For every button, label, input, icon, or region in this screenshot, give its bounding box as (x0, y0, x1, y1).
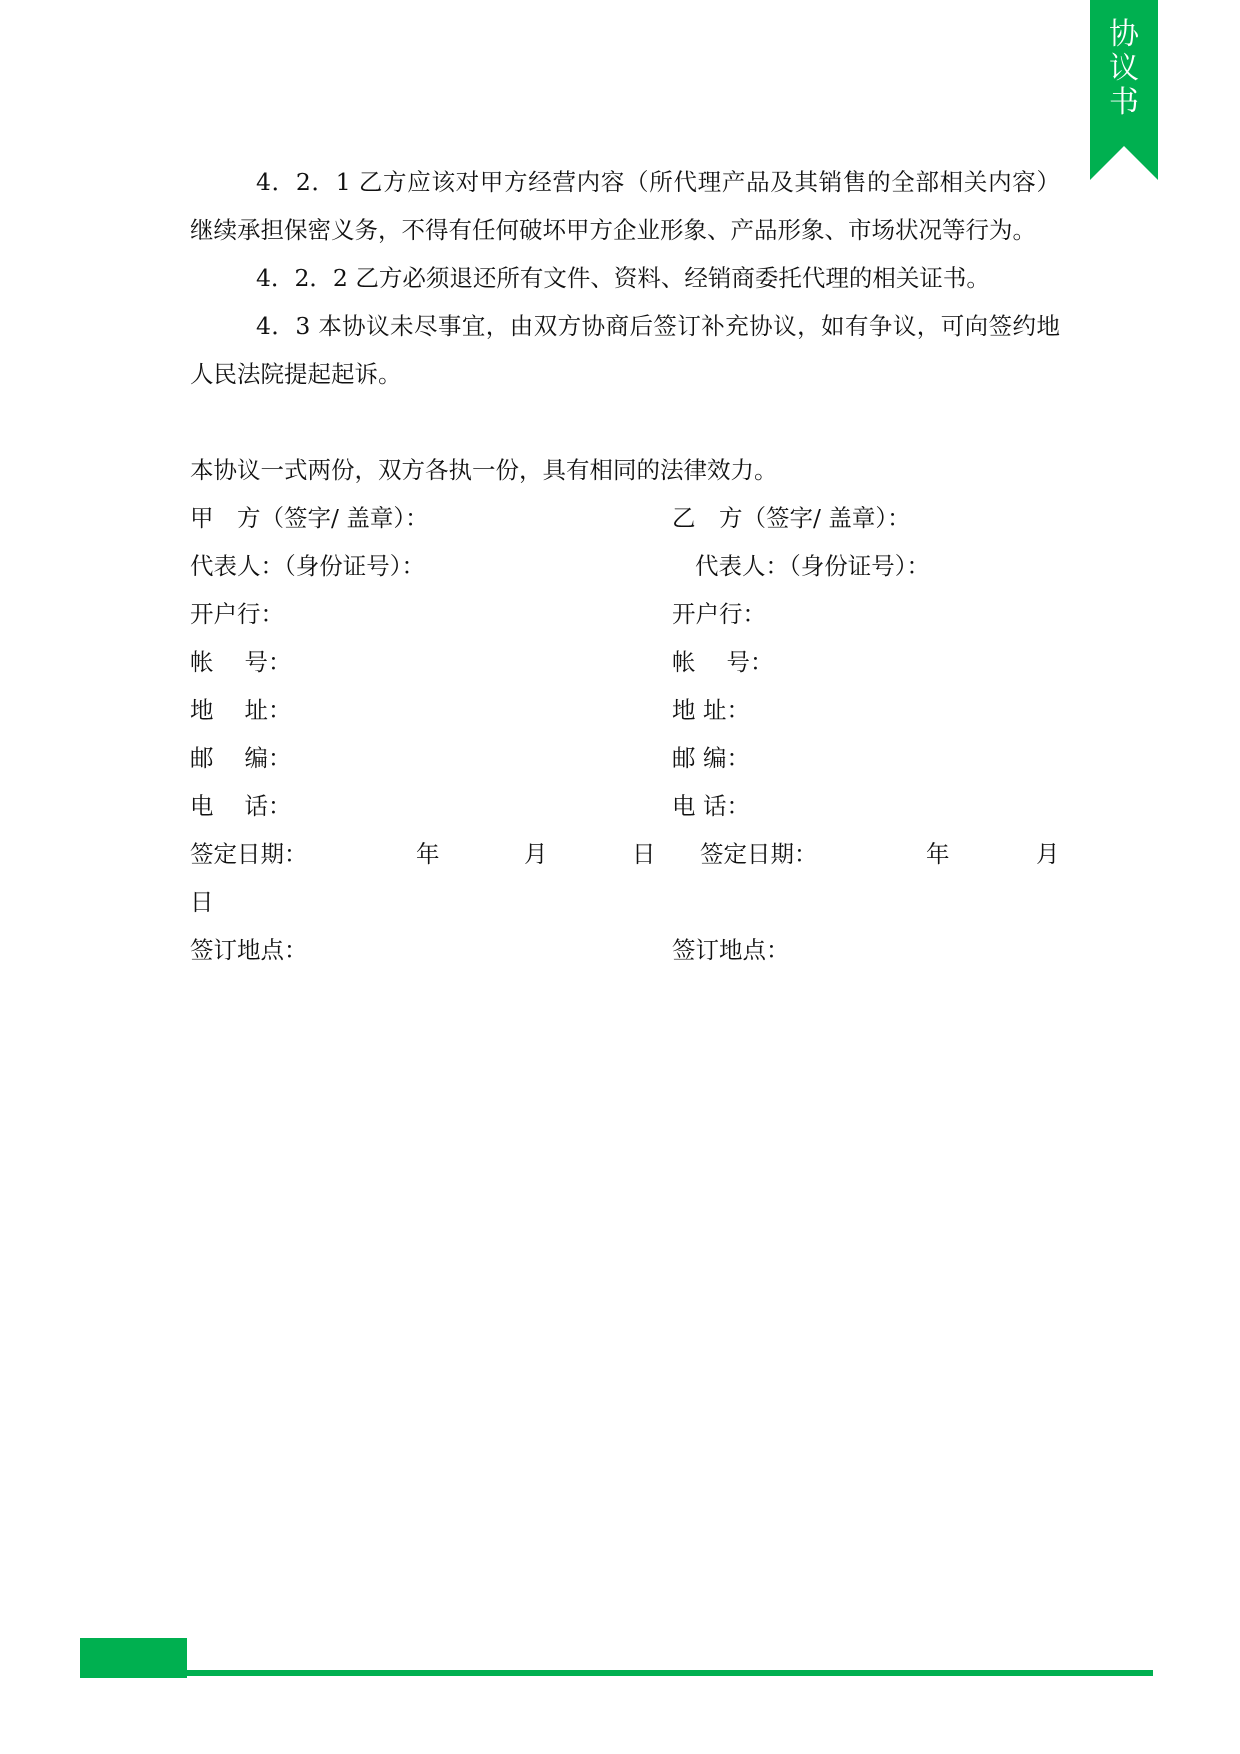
party-b-date-year: 年 (926, 840, 950, 868)
party-b-phone: 电 话： (672, 792, 750, 820)
party-b-place: 签订地点： (672, 936, 790, 964)
footer-rule (187, 1670, 1153, 1676)
party-b-date-day: 日 (190, 888, 214, 916)
signature-row-date (190, 830, 1060, 878)
party-b-address: 地 址： (672, 696, 750, 724)
signature-row-party (190, 494, 1060, 542)
party-a-date-label: 签定日期： (190, 840, 308, 868)
party-b-account: 帐 号： (672, 648, 774, 676)
document-tab (1090, 0, 1158, 180)
copies-statement: 本协议一式两份，双方各执一份，具有相同的法律效力。 (190, 456, 778, 484)
tab-char-2: 议 (1109, 51, 1139, 86)
signature-row-address (190, 686, 1060, 734)
party-a-place: 签订地点： (190, 936, 308, 964)
signature-row-account (190, 638, 1060, 686)
party-a-date-year: 年 (416, 840, 440, 868)
spacer (190, 398, 1060, 446)
clause-4-3: 4．3 本协议未尽事宜，由双方协商后签订补充协议，如有争议，可向签约地人民法院提起起诉。 (190, 312, 1060, 388)
clause-4-2-1: 4．2．1 乙方应该对甲方经营内容（所代理产品及其销售的全部相关内容）继续承担保密义务，不得有任何破坏甲方企业形象、产品形象、市场状况等行为。 (190, 168, 1060, 244)
party-a-label: 甲 方（签字/ 盖章）： (190, 504, 429, 532)
party-a-date-day: 日 (632, 840, 656, 868)
signature-row-place (190, 926, 1060, 974)
signature-row-date-wrap (190, 878, 1060, 926)
tab-char-3: 书 (1109, 85, 1139, 120)
signature-row-bank (190, 590, 1060, 638)
party-a-representative: 代表人：（身份证号）： (190, 552, 425, 580)
signature-row-phone (190, 782, 1060, 830)
party-a-phone: 电 话： (190, 792, 292, 820)
party-a-account: 帐 号： (190, 648, 292, 676)
party-b-representative: 代表人：（身份证号）： (695, 552, 930, 580)
party-a-date-month: 月 (524, 840, 548, 868)
party-b-label: 乙 方（签字/ 盖章）： (672, 504, 911, 532)
party-a-address: 地 址： (190, 696, 292, 724)
party-a-postcode: 邮 编： (190, 744, 292, 772)
party-b-date-month: 月 (1036, 840, 1060, 868)
party-a-bank: 开户行： (190, 600, 284, 628)
party-b-postcode: 邮 编： (672, 744, 750, 772)
party-b-date-label: 签定日期： (700, 840, 818, 868)
footer-accent-block (80, 1638, 187, 1678)
signature-row-postcode (190, 734, 1060, 782)
signature-row-representative (190, 542, 1060, 590)
party-b-bank: 开户行： (672, 600, 766, 628)
tab-char-1: 协 (1109, 17, 1139, 52)
clause-4-2-2: 4．2．2 乙方必须退还所有文件、资料、经销商委托代理的相关证书。 (256, 264, 990, 292)
tab-title (1090, 18, 1158, 120)
document-body (190, 158, 1060, 974)
